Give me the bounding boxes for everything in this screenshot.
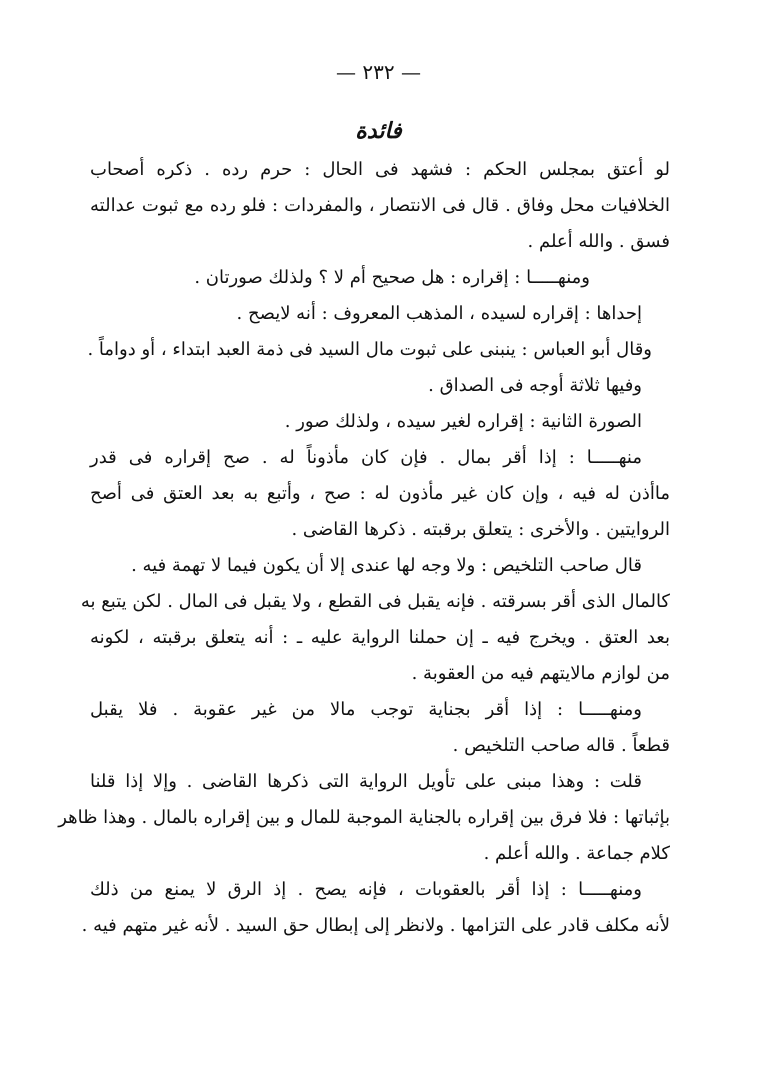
text-line: ومنهـــــا : إقراره : هل صحيح أم لا ؟ ولذلك صورتان . — [194, 267, 590, 288]
text-line: قلت : وهذا مبنى على تأويل الرواية التى ذكرها القاضى . وإلا إذا قلنا — [90, 771, 642, 792]
text-line: وفيها ثلاثة أوجه فى الصداق . — [428, 375, 642, 396]
text-line: بعد العتق . ويخرج فيه ـ إن حملنا الرواية عليه ـ : أنه يتعلق برقبته ، لكونه — [90, 627, 670, 648]
text-line: ومنهـــــا : إذا أقر بالعقوبات ، فإنه يصح . إذ الرق لا يمنع من ذلك — [90, 879, 642, 900]
text-line: كالمال الذى أقر بسرقته . فإنه يقبل فى القطع ، ولا يقبل فى المال . لكن يتبع به — [80, 591, 670, 612]
text-line: لو أعتق بمجلس الحكم : فشهد فى الحال : حرم رده . ذكره أصحاب — [90, 159, 670, 180]
text-line: الخلافيات محل وفاق . قال فى الانتصار ، والمفردات : فلو رده مع ثبوت عدالته — [90, 195, 670, 216]
text-line: وقال أبو العباس : ينبنى على ثبوت مال السيد فى ذمة العبد ابتداء ، أو دواماً . — [87, 339, 652, 360]
text-line: ماأذن له فيه ، وإن كان غير مأذون له : صح ، وأتبع به بعد العتق فى أصح — [90, 483, 670, 504]
section-title: فائدة — [355, 118, 402, 144]
text-line: فسق . والله أعلم . — [527, 231, 670, 252]
text-line: قطعاً . قاله صاحب التلخيص . — [452, 735, 670, 756]
text-line: ومنهـــــا : إذا أقر بجناية توجب مالا من غير عقوبة . فلا يقبل — [90, 699, 642, 720]
page-number: — ٢٣٢ — — [336, 60, 421, 84]
text-line: الصورة الثانية : إقراره لغير سيده ، ولذلك صور . — [284, 411, 642, 432]
text-line: من لوازم مالايتهم فيه من العقوبة . — [411, 663, 670, 684]
text-line: لأنه مكلف قادر على التزامها . ولانظر إلى إبطال حق السيد . لأنه غير متهم فيه . — [81, 915, 670, 936]
text-line: الروايتين . والأخرى : يتعلق برقبته . ذكرها القاضى . — [291, 519, 670, 540]
text-line: قال صاحب التلخيص : ولا وجه لها عندى إلا أن يكون فيما لا تهمة فيه . — [131, 555, 642, 576]
text-line: إحداها : إقراره لسيده ، المذهب المعروف : أنه لايصح . — [236, 303, 642, 324]
page-body — [58, 152, 670, 944]
text-line: منهـــــا : إذا أقر بمال . فإن كان مأذوناً له . صح إقراره فى قدر — [90, 447, 642, 468]
text-line: كلام جماعة . والله أعلم . — [483, 843, 670, 864]
text-line: بإثباتها : فلا فرق بين إقراره بالجناية الموجبة للمال و بين إقراره بالمال . وهذا ظاهر — [58, 807, 670, 828]
